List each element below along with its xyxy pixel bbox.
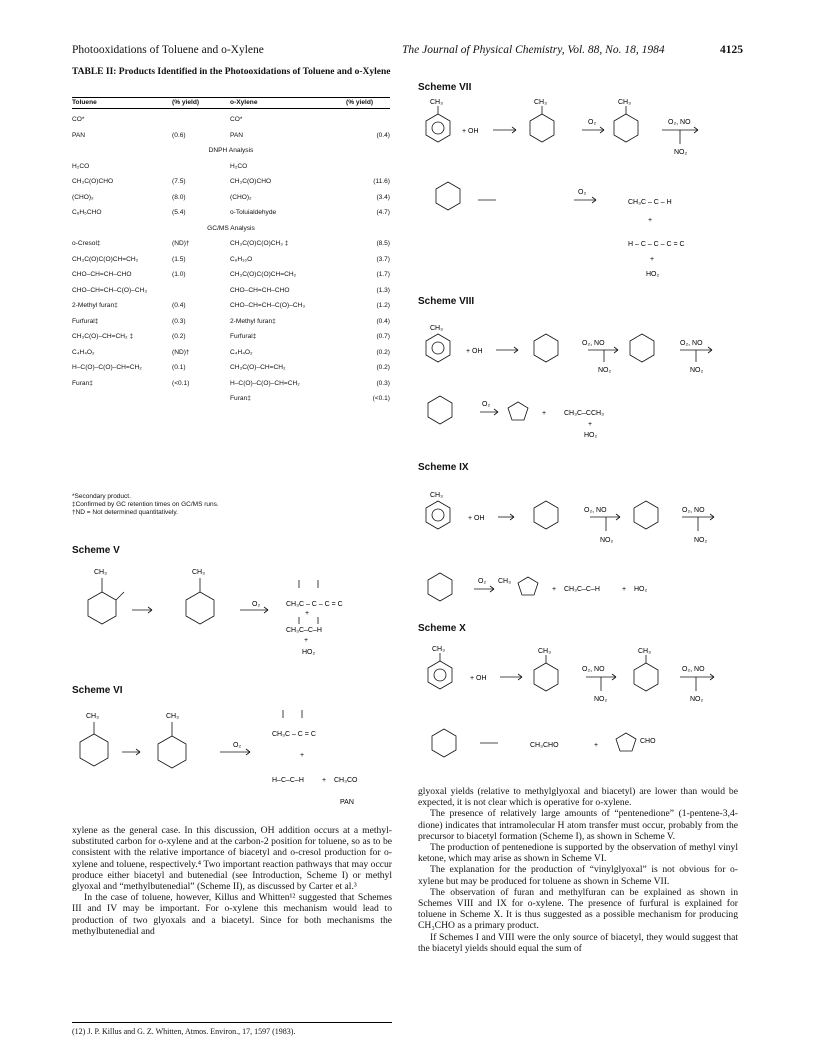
table-row bbox=[72, 155, 390, 171]
right-body-text bbox=[418, 786, 738, 954]
table-cell: Furan‡ bbox=[72, 379, 93, 387]
scheme-vii-product-label: CH₃C – C – H bbox=[628, 199, 672, 206]
scheme-x-no2-label: NO₂ bbox=[594, 696, 608, 703]
table-cell bbox=[172, 279, 230, 295]
table-cell: (0.4) bbox=[172, 302, 186, 309]
table-cell: C₆H₅CHO bbox=[72, 209, 102, 216]
scheme-viii-biacetyl-label: CH₃C–CCH₃ bbox=[564, 410, 604, 417]
table-cell: (7.5) bbox=[172, 178, 186, 185]
table-cell: (0.3) bbox=[376, 379, 390, 387]
paragraph: The production of pentenedione is supported by the observation of methyl vinyl ketone, which may arise as shown in Scheme VI. bbox=[418, 842, 738, 865]
scheme-vii-heading: Scheme VII bbox=[418, 82, 472, 93]
table-cell: Furfural‡ bbox=[72, 317, 99, 325]
col-header-yield: (% yield) bbox=[172, 98, 230, 109]
table-cell: H₂CO bbox=[72, 162, 90, 170]
table-cell: Furfural‡ bbox=[230, 333, 257, 340]
scheme-v-ch3-label: CH₃ bbox=[192, 569, 205, 576]
table-cell bbox=[172, 388, 230, 404]
scheme-viii-o2no-label: O₂, NO bbox=[582, 340, 605, 347]
table-row bbox=[72, 388, 390, 404]
scheme-v-ch3-label: CH₃ bbox=[94, 569, 107, 576]
table-cell: C₆H₁₀O bbox=[230, 255, 253, 263]
scheme-viii-plus: + bbox=[588, 421, 593, 428]
table-cell: (0.2) bbox=[172, 333, 186, 340]
scheme-x-ch3cho-label: CH₃CHO bbox=[530, 742, 559, 749]
table-cell: o-Toluialdehyde bbox=[230, 209, 277, 216]
table-cell bbox=[172, 155, 230, 171]
table-cell: H₂CO bbox=[230, 162, 248, 170]
scheme-v-o2-label: O₂ bbox=[252, 601, 261, 608]
scheme-vii-plus: + bbox=[650, 256, 655, 263]
scheme-viii-diagram bbox=[418, 320, 748, 440]
table-cell: CH₃C(O)–CH=CH₂ bbox=[230, 364, 286, 371]
scheme-x-ch3-label: CH₃ bbox=[432, 646, 445, 653]
table-cell: (8.0) bbox=[172, 193, 186, 201]
table-row bbox=[72, 186, 390, 202]
table-cell: (4.7) bbox=[376, 209, 390, 216]
scheme-vii-no2-label: NO₂ bbox=[674, 149, 688, 156]
col-header-xylene: o-Xylene bbox=[230, 98, 346, 109]
left-body-text bbox=[72, 825, 392, 937]
scheme-x-cho-label: CHO bbox=[640, 738, 656, 745]
scheme-ix-no2-label: NO₂ bbox=[600, 537, 614, 544]
products-table bbox=[72, 97, 390, 403]
scheme-vi-ch3co-label: CH₃CO bbox=[334, 777, 358, 784]
table-cell: (11.6) bbox=[373, 178, 390, 185]
table-cell: CO* bbox=[230, 116, 243, 123]
scheme-ix-no2-label: NO₂ bbox=[694, 537, 708, 544]
scheme-vii-ch3-label: CH₃ bbox=[430, 99, 443, 106]
scheme-ix-o2-label: O₂ bbox=[478, 578, 487, 585]
scheme-ix-ch3-label: CH₃ bbox=[498, 578, 511, 585]
table-cell: (0.2) bbox=[376, 364, 390, 371]
table-cell: (3.4) bbox=[376, 193, 390, 201]
table-cell: (0.3) bbox=[172, 317, 186, 325]
table-row bbox=[72, 124, 390, 140]
paragraph: If Schemes I and VIII were the only source of biacetyl, they would suggest that the biacetyl yields should equal the sum of bbox=[418, 931, 738, 954]
reference-footnote: (12) J. P. Killus and G. Z. Whitten, Atmos. Environ., 17, 1597 (1983). bbox=[72, 1022, 392, 1036]
journal-citation: The Journal of Physical Chemistry, Vol. 88, No. 18, 1984 bbox=[402, 44, 665, 56]
table-cell: CH₃C(O)–CH=CH₂ ‡ bbox=[72, 333, 134, 340]
table-cell: (1.3) bbox=[376, 286, 390, 294]
table-row bbox=[72, 109, 390, 125]
table-row bbox=[72, 279, 390, 295]
table-cell: 2-Methyl furan‡ bbox=[72, 302, 118, 309]
scheme-vii-ch3-label: CH₃ bbox=[534, 99, 547, 106]
scheme-v-diagram bbox=[72, 562, 392, 677]
scheme-ix-plus: + bbox=[622, 586, 627, 593]
scheme-vii-ho2-label: HO₂ bbox=[646, 271, 660, 278]
scheme-vii-plus: + bbox=[648, 217, 653, 224]
table-row bbox=[72, 326, 390, 342]
scheme-v-plus: + bbox=[304, 637, 309, 644]
table-cell: (0.7) bbox=[376, 333, 390, 340]
table-cell: (0.4) bbox=[376, 317, 390, 325]
scheme-vii-oh-label: + OH bbox=[462, 128, 479, 135]
scheme-viii-no2-label: NO₂ bbox=[690, 367, 704, 374]
scheme-vi-diagram bbox=[72, 700, 392, 815]
paragraph: In the case of toluene, however, Killus and Whitten¹² suggested that Schemes III and IV may be important. For o-xylene this mechanism would lead to production of two glyoxals and a biacetyl. Since for both mechanisms the methylbutenedial and bbox=[72, 892, 392, 937]
table-cell bbox=[172, 109, 230, 125]
table-cell: 2-Methyl furan‡ bbox=[230, 317, 276, 325]
table-cell: CHO–CH=CH–CHO bbox=[72, 271, 132, 278]
table-cell: H–C(O)–C(O)–CH=CH₂ bbox=[230, 379, 300, 387]
scheme-vi-o2-label: O₂ bbox=[233, 742, 242, 749]
scheme-vi-ch3-label: CH₃ bbox=[166, 713, 179, 720]
scheme-vii-product2-label: H – C – C – C = C bbox=[628, 241, 685, 248]
table-row bbox=[72, 233, 390, 249]
table-section-label: DNPH Analysis bbox=[208, 147, 254, 154]
paragraph: The presence of relatively large amounts of “pentenedione” (1-pentene-3,4-dione) indicates that intramolecular H atom transfer must occur, probably from the precursor to biacetyl formation (Scheme I), as shown in Scheme V. bbox=[418, 808, 738, 842]
table-cell: (1.5) bbox=[172, 255, 186, 263]
table-caption: TABLE II: Products Identified in the Photooxidations of Toluene and o-Xylene bbox=[72, 67, 391, 77]
scheme-x-ch3-label: CH₃ bbox=[538, 648, 551, 655]
table-cell: CH₃C(O)C(O)CH=CH₂ bbox=[230, 271, 297, 278]
scheme-viii-no2-label: NO₂ bbox=[598, 367, 612, 374]
paragraph: xylene as the general case. In this discussion, OH addition occurs at a methyl-substituted carbon for o-xylene and at the carbon-2 position for toluene, so as to be consistent with the relative importance of biacetyl and o-cresol production for o-xylene and toluene, respectively.⁴ Two important reaction pathways that may occur produce either biacetyl and butenedial (see Introduction, Scheme I) or methyl glyoxal and “methylbutenedial” (Scheme II), as discussed by Carter et al.³ bbox=[72, 825, 392, 893]
table-row bbox=[72, 295, 390, 311]
scheme-x-no2-label: NO₂ bbox=[690, 696, 704, 703]
scheme-vi-gly-label: H–C–C–H bbox=[272, 777, 304, 784]
table-cell: CH₃C(O)C(O)CH₃ ‡ bbox=[230, 240, 289, 247]
scheme-x-plus: + bbox=[594, 742, 599, 749]
scheme-ix-ch3-label: CH₃ bbox=[430, 492, 443, 499]
table-row bbox=[72, 372, 390, 388]
page-number: 4125 bbox=[720, 44, 743, 56]
scheme-vi-plus: + bbox=[322, 777, 327, 784]
scheme-x-oh-label: + OH bbox=[470, 675, 487, 682]
table-row bbox=[72, 341, 390, 357]
scheme-vii-ch3-label: CH₃ bbox=[618, 99, 631, 106]
scheme-viii-ch3-label: CH₃ bbox=[430, 325, 443, 332]
scheme-vi-heading: Scheme VI bbox=[72, 685, 123, 696]
table-cell: (CHO)₂ bbox=[230, 193, 252, 201]
scheme-viii-plus: + bbox=[542, 410, 547, 417]
table-cell: (8.5) bbox=[376, 240, 390, 247]
scheme-vi-pan-label: PAN bbox=[340, 799, 354, 806]
table-footnotes bbox=[72, 493, 219, 517]
table-row bbox=[72, 357, 390, 373]
scheme-ix-o2no-label: O₂, NO bbox=[682, 507, 705, 514]
scheme-vi-product-label: CH₃C – C = C bbox=[272, 731, 316, 738]
table-cell: CHO–CH=CH–C(O)–CH₃ bbox=[72, 286, 148, 294]
table-cell: PAN bbox=[72, 131, 86, 139]
scheme-viii-oh-label: + OH bbox=[466, 348, 483, 355]
table-cell bbox=[72, 388, 172, 404]
table-row bbox=[72, 248, 390, 264]
scheme-ix-ho2-label: HO₂ bbox=[634, 586, 648, 593]
paragraph: glyoxal yields (relative to methylglyoxal and biacetyl) are lower than would be expected, it is not clear which is operative for o-xylene. bbox=[418, 786, 738, 809]
scheme-vi-plus: + bbox=[300, 752, 305, 759]
table-cell: o-Cresol‡ bbox=[72, 240, 101, 247]
paragraph: The observation of furan and methylfuran can be explained as shown in Schemes VIII and IX for o-xylene. The presence of furfural is explained for toluene in Scheme X. It is thus suggested as a possible mechanism for producing CH₃CHO as a primary product. bbox=[418, 886, 738, 932]
table-cell: (1.2) bbox=[376, 302, 390, 309]
table-cell: (0.1) bbox=[172, 364, 186, 371]
table-cell: CHO–CH=CH–CHO bbox=[230, 286, 290, 294]
scheme-ix-heading: Scheme IX bbox=[418, 462, 469, 473]
scheme-v-ho2-label: HO₂ bbox=[302, 649, 316, 656]
scheme-viii-heading: Scheme VIII bbox=[418, 296, 475, 307]
table-cell: (1.0) bbox=[172, 271, 186, 278]
table-cell bbox=[346, 109, 390, 125]
scheme-v-product-label: CH₃C – C – C = C bbox=[286, 601, 343, 608]
scheme-x-o2no-label: O₂, NO bbox=[682, 666, 705, 673]
table-row bbox=[72, 310, 390, 326]
table-cell: PAN bbox=[230, 131, 244, 139]
table-cell: (ND)† bbox=[172, 348, 190, 356]
paragraph: The explanation for the production of “vinylglyoxal” is not obvious for o-xylene but may be produced for toluene as shown in Scheme VII. bbox=[418, 864, 738, 887]
col-header-yield: (% yield) bbox=[346, 98, 390, 109]
scheme-ix-plus: + bbox=[552, 586, 557, 593]
scheme-ix-oh-label: + OH bbox=[468, 515, 485, 522]
table-cell: (3.7) bbox=[376, 255, 390, 263]
scheme-vi-ch3-label: CH₃ bbox=[86, 713, 99, 720]
table-cell: (CHO)₂ bbox=[72, 193, 94, 201]
table-row bbox=[72, 171, 390, 187]
footnote-secondary: *Secondary product. bbox=[72, 493, 131, 500]
table-cell: CH₃C(O)CHO bbox=[230, 178, 272, 185]
table-cell: (0.2) bbox=[376, 348, 390, 356]
scheme-x-diagram bbox=[418, 643, 748, 783]
scheme-ix-mgly-label: CH₃C–C–H bbox=[564, 586, 600, 593]
table-cell: (0.4) bbox=[376, 131, 390, 139]
footnote-nd: †ND = Not determined quantitatively. bbox=[72, 509, 178, 516]
footnote-confirmed: ‡Confirmed by GC retention times on GC/MS runs. bbox=[72, 501, 219, 508]
table-cell: CH₃C(O)CHO bbox=[72, 178, 114, 185]
table-cell: (0.6) bbox=[172, 131, 186, 139]
scheme-x-heading: Scheme X bbox=[418, 623, 466, 634]
scheme-v-plus: + bbox=[305, 610, 310, 617]
table-cell: (<0.1) bbox=[172, 379, 190, 387]
table-row bbox=[72, 202, 390, 218]
table-cell: CHO–CH=CH–C(O)–CH₃ bbox=[230, 302, 306, 309]
table-cell: (5.4) bbox=[172, 209, 186, 216]
scheme-vii-o2-label: O₂ bbox=[578, 189, 587, 196]
scheme-viii-o2no-label: O₂, NO bbox=[680, 340, 703, 347]
scheme-viii-ho2-label: HO₂ bbox=[584, 432, 598, 439]
scheme-vii-diagram bbox=[418, 96, 748, 286]
col-header-toluene: Toluene bbox=[72, 98, 172, 109]
scheme-x-ch3-label: CH₃ bbox=[638, 648, 651, 655]
table-row bbox=[72, 264, 390, 280]
scheme-vii-o2no-label: O₂, NO bbox=[668, 119, 691, 126]
table-cell: C₄H₄O₂ bbox=[230, 348, 253, 356]
table-cell: C₄H₄O₂ bbox=[72, 348, 95, 356]
scheme-x-o2no-label: O₂, NO bbox=[582, 666, 605, 673]
scheme-ix-diagram bbox=[418, 487, 748, 612]
table-cell: (1.7) bbox=[376, 271, 390, 278]
scheme-ix-o2no-label: O₂, NO bbox=[584, 507, 607, 514]
table-cell: H–C(O)–C(O)–CH=CH₂ bbox=[72, 364, 142, 371]
scheme-viii-o2-label: O₂ bbox=[482, 401, 491, 408]
running-header-title: Photooxidations of Toluene and o-Xylene bbox=[72, 44, 264, 56]
table-cell bbox=[346, 155, 390, 171]
scheme-v-heading: Scheme V bbox=[72, 545, 120, 556]
table-cell: Furan‡ bbox=[230, 395, 251, 402]
table-cell: (<0.1) bbox=[372, 395, 390, 402]
table-cell: CH₃C(O)C(O)CH=CH₂ bbox=[72, 255, 139, 263]
table-cell: CO* bbox=[72, 116, 85, 123]
table-cell: (ND)† bbox=[172, 240, 190, 247]
scheme-v-mgly-label: CH₃C–C–H bbox=[286, 627, 322, 634]
table-section-label: GC/MS Analysis bbox=[207, 224, 255, 232]
scheme-vii-o2-label: O₂ bbox=[588, 119, 597, 126]
